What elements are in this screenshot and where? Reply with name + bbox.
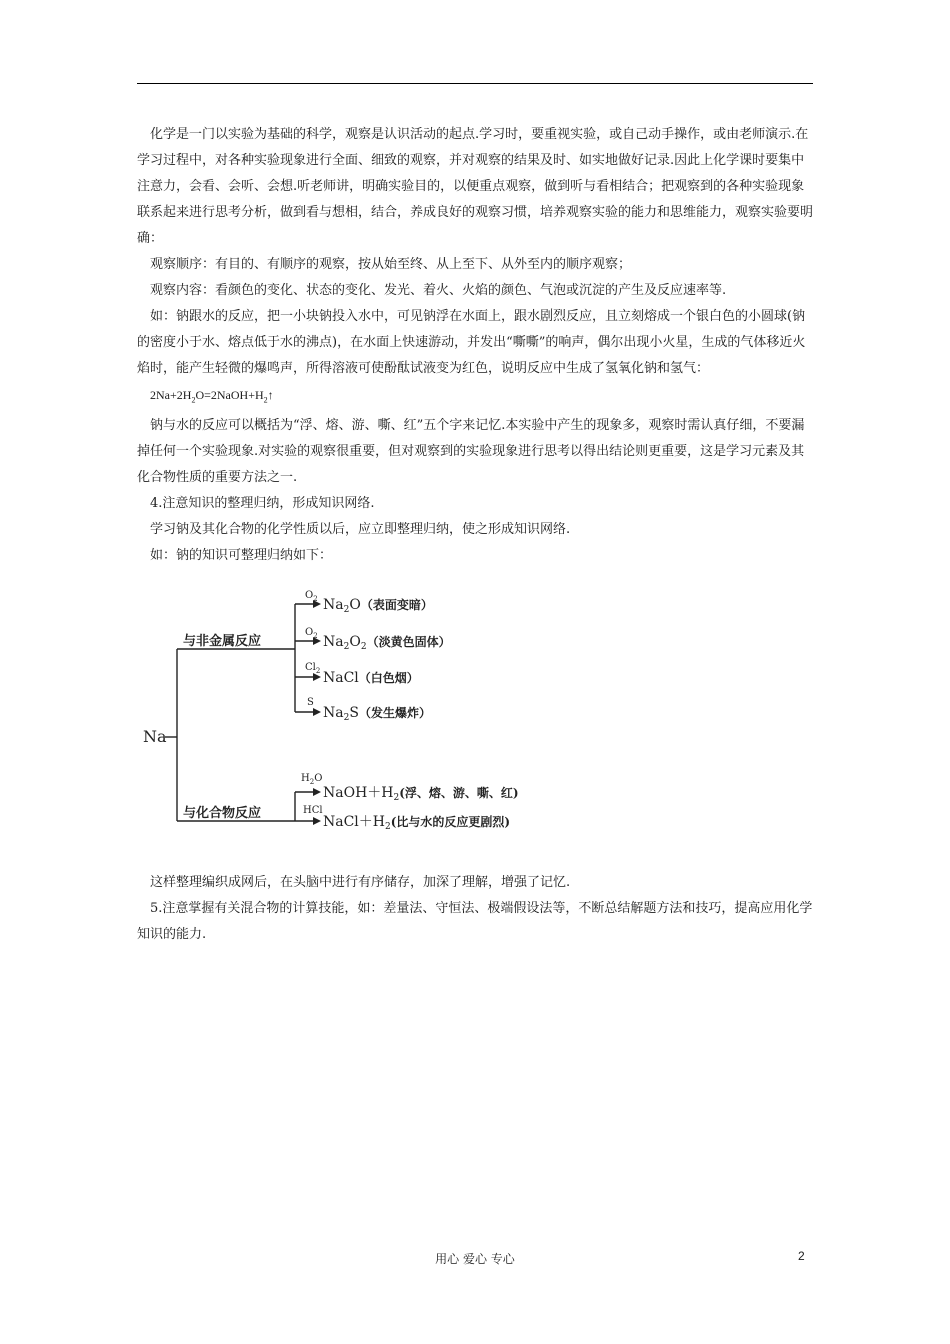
reaction-item <box>305 627 451 652</box>
svg-text:HCl: HCl <box>303 805 323 816</box>
svg-text:Cl2: $Cl_2$ <box>305 662 321 675</box>
svg-text:H2O: $H_2O$ <box>301 773 323 786</box>
svg-text:Na2O（表面变暗）: $Na_2O$（表面变暗） <box>323 597 433 615</box>
reaction-item <box>307 697 431 723</box>
paragraph-point-4: 4.注意知识的整理归纳，形成知识网络. <box>150 496 375 512</box>
branch-label-compound: 与化合物反应 <box>183 806 262 821</box>
svg-text:Na2O2（淡黄色固体）: $Na_2O_2$（淡黄色固体） <box>323 634 451 652</box>
reaction-item <box>303 805 510 832</box>
svg-text:Na2S（发生爆炸）: $Na_2S$（发生爆炸） <box>323 705 431 723</box>
svg-text:NaCl＋H2(比与水的反应更剧烈): $NaCl+H_2$(比与水的反应更剧烈) <box>323 814 511 832</box>
paragraph-organize: 学习钠及其化合物的化学性质以后，应立即整理归纳，使之形成知识网络. <box>150 522 571 538</box>
page-number: 2 <box>798 1249 805 1263</box>
paragraph-memory: 这样整理编织成网后，在头脑中进行有序储存，加深了理解，增强了记忆. <box>150 875 571 890</box>
reaction-item <box>305 590 433 615</box>
main-text <box>137 122 813 569</box>
svg-text:O2: $O_2$ <box>305 590 318 603</box>
branch-label-nonmetal: 与非金属反应 <box>183 634 262 649</box>
sodium-knowledge-diagram <box>137 588 557 838</box>
paragraph-example: 如：钠跟水的反应，把一小块钠投入水中，可见钠浮在水面上，跟水剧烈反应，且立刻熔成一个银白色的小圆球(钠的密度小于水、熔点低于水的沸点)，在水面上快速游动，并发出“嘶嘶”的响声，偶尔出现小火星，生成的气体移近火焰时，能产生轻微的爆鸣声，所得溶液可使酚酞试液变为红色，说明反应中生成了氢氧化钠和氢气： <box>137 309 806 376</box>
svg-text:S: S <box>307 697 314 708</box>
paragraph-summary: 钠与水的反应可以概括为“浮、熔、游、嘶、红”五个字来记忆.本实验中产生的现象多，观察时需认真仔细，不要漏掉任何一个实验现象.对实验的观察很重要，但对观察到的实验现象进行思考以得出结论则更重要，这是学习元素及其化合物性质的重要方法之一. <box>137 418 805 486</box>
page-footer: 用心 爱心 专心 <box>435 1252 515 1266</box>
reaction-item <box>301 773 519 803</box>
closing-text <box>137 870 813 948</box>
header-rule <box>137 83 813 84</box>
paragraph-intro: 化学是一门以实验为基础的科学，观察是认识活动的起点.学习时，要重视实验，或自己动手操作，或由老师演示.在学习过程中，对各种实验现象进行全面、细致的观察，并对观察的结果及时、如实地做好记录.因此上化学课时要集中注意力，会看、会听、会想.听老师讲，明确实验目的，以便重点观察，做到听与看相结合；把观察到的各种实验现象联系起来进行思考分析，做到看与想相，结合，养成良好的观察习惯，培养观察实验的能力和思维能力，观察实验要明确： <box>137 127 814 246</box>
paragraph-point-5: 5.注意掌握有关混合物的计算技能，如：差量法、守恒法、极端假设法等，不断总结解题方法和技巧，提高应用化学知识的能力. <box>137 901 813 942</box>
svg-text:NaOH＋H2(浮、熔、游、嘶、红): $NaOH+H_2$(浮、熔、游、嘶、红) <box>323 785 519 803</box>
paragraph-diagram-intro: 如：钠的知识可整理归纳如下： <box>150 548 333 564</box>
paragraph-content: 观察内容：看颜色的变化、状态的变化、发光、着火、火焰的颜色、气泡或沉淀的产生及反应速率等. <box>150 283 727 298</box>
root-label: Na <box>143 727 167 746</box>
chemical-equation: $2Na+2H_2O=2NaOH+H_2↑$ <box>150 388 274 405</box>
reaction-item <box>305 662 419 686</box>
svg-text:O2: $O_2$ <box>305 627 318 640</box>
svg-text:NaCl（白色烟）: NaCl（白色烟） <box>323 670 419 686</box>
paragraph-order: 观察顺序：有目的、有顺序的观察，按从始至终、从上至下、从外至内的顺序观察； <box>150 257 632 272</box>
